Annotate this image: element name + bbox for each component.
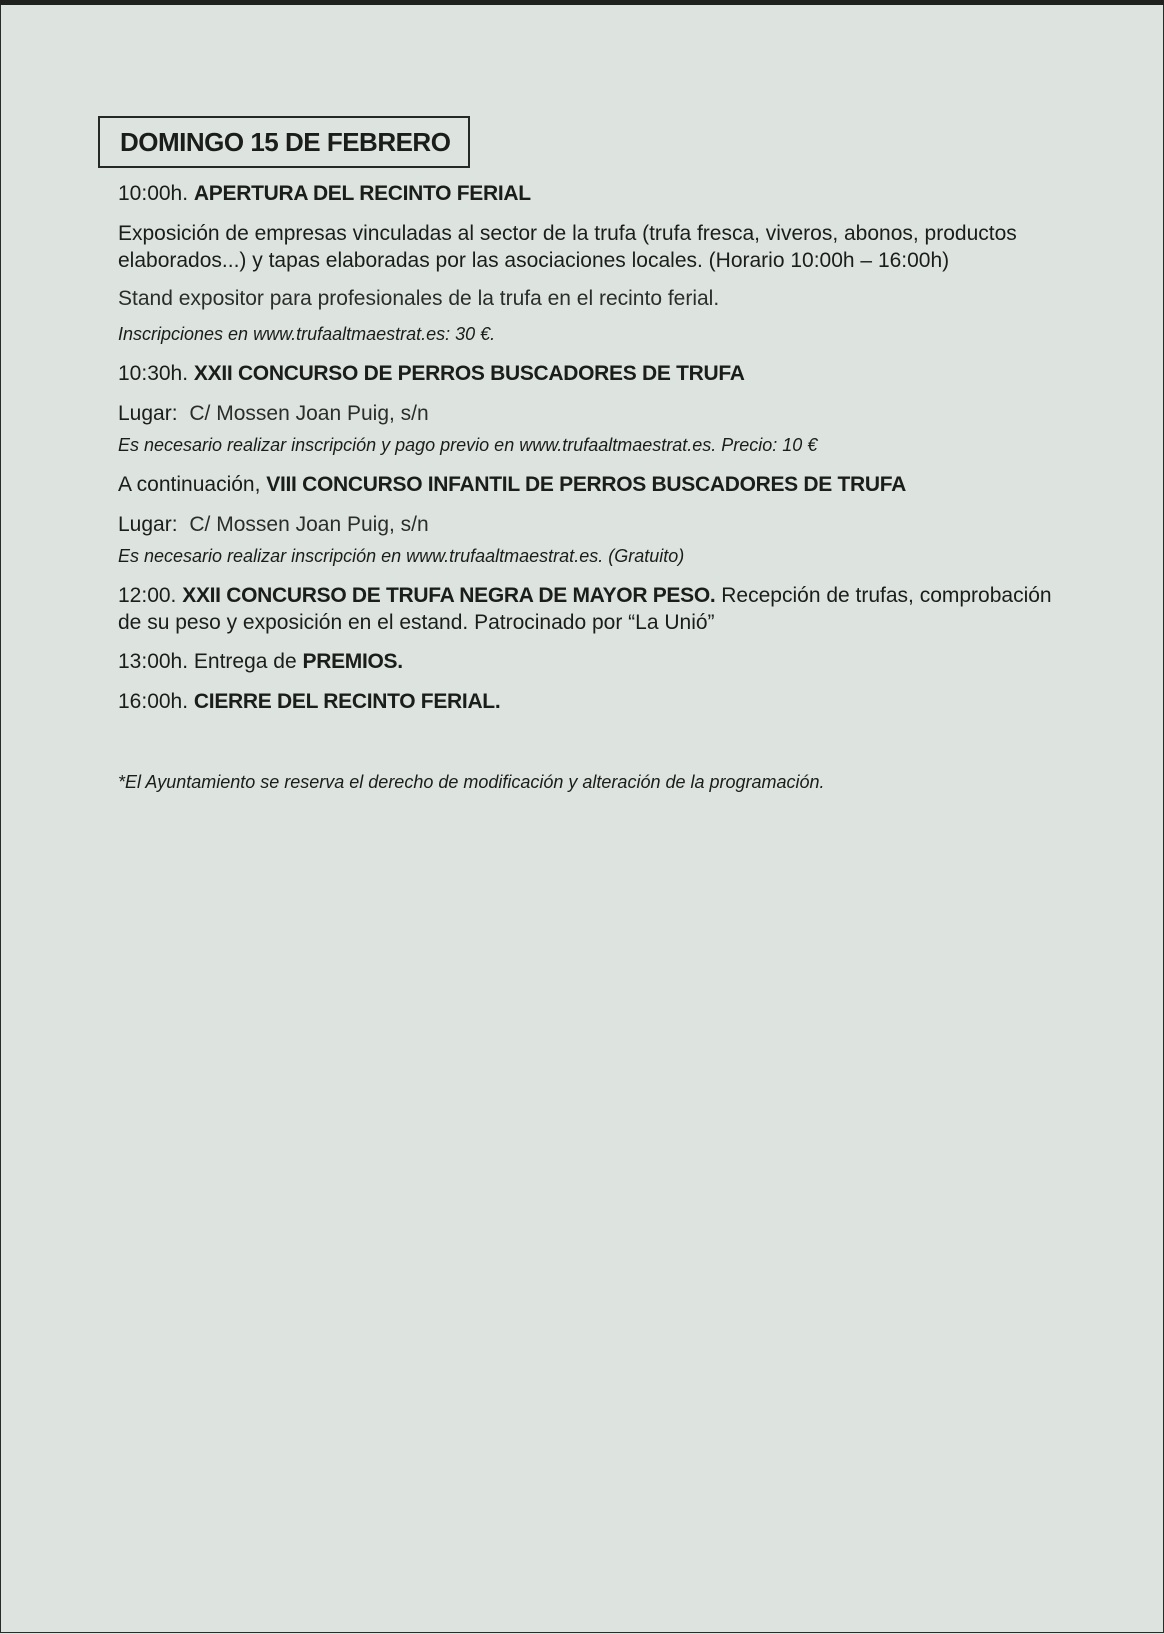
item-concurso-trufa: [118, 582, 1068, 636]
item-time: 10:00h.: [118, 182, 189, 205]
item-time: 16:00h.: [118, 690, 189, 713]
item-apertura: [118, 180, 531, 207]
item-lugar-2: [118, 511, 429, 538]
item-time: 12:00.: [118, 584, 177, 607]
item-lugar-1: [118, 400, 429, 427]
lugar-value: C/ Mossen Joan Puig, s/n: [189, 402, 429, 425]
item-prefix: 13:00h. Entrega de: [118, 650, 297, 673]
item-premios: [118, 648, 403, 675]
date-header-box: [98, 116, 470, 168]
lugar-label: Lugar:: [118, 513, 178, 536]
item-stand: Stand expositor para profesionales de la trufa en el recinto ferial.: [118, 287, 720, 310]
item-title: PREMIOS.: [302, 650, 403, 673]
lugar-label: Lugar:: [118, 402, 178, 425]
item-title: XXII CONCURSO DE PERROS BUSCADORES DE TRUFA: [193, 362, 745, 385]
item-title: XXII CONCURSO DE TRUFA NEGRA DE MAYOR PESO.: [182, 584, 716, 607]
item-title: VIII CONCURSO INFANTIL DE PERROS BUSCADORES DE TRUFA: [266, 473, 907, 496]
disclaimer: *El Ayuntamiento se reserva el derecho de modificación y alteración de la programación.: [118, 772, 825, 792]
item-cierre: [118, 688, 500, 715]
date-header: DOMINGO 15 DE FEBRERO: [120, 126, 451, 157]
item-title: CIERRE DEL RECINTO FERIAL.: [193, 690, 501, 713]
item-time: 10:30h.: [118, 362, 189, 385]
item-inscripciones: Inscripciones en www.trufaaltmaestrat.es: 30 €.: [118, 324, 496, 344]
item-text: Recepción de trufas, comprobación de su peso y exposición en el estand. Patrocinado por “La Unió”: [118, 584, 1052, 634]
item-concurso-perros: [118, 360, 745, 387]
item-exposicion: Exposición de empresas vinculadas al sector de la trufa (trufa fresca, viveros, abonos, productos elaborados...) y tapas elaboradas por las asociaciones locales. (Horario 10:00h – 16:00h): [118, 222, 1017, 272]
item-prefix: A continuación,: [118, 473, 261, 496]
lugar-value: C/ Mossen Joan Puig, s/n: [189, 513, 429, 536]
item-nota-1: Es necesario realizar inscripción y pago previo en www.trufaaltmaestrat.es. Precio: 10 €: [118, 435, 818, 455]
item-nota-2: Es necesario realizar inscripción en www.trufaaltmaestrat.es. (Gratuito): [118, 546, 685, 566]
item-concurso-infantil: [118, 471, 906, 498]
item-title: APERTURA DEL RECINTO FERIAL: [193, 182, 531, 205]
